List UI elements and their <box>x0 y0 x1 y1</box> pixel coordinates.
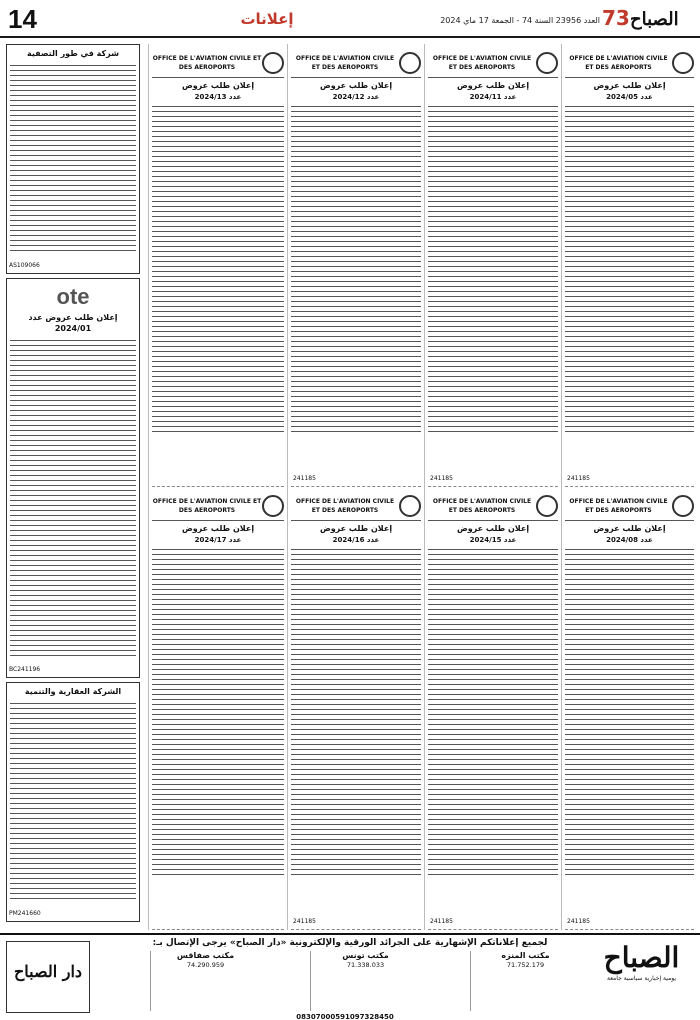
realestate-ref: PM241660 <box>9 910 41 917</box>
office-block <box>310 951 420 1011</box>
ote-tender-title: إعلان طلب عروض عدد 2024/01 <box>28 313 118 333</box>
notice-column-2 <box>424 44 561 930</box>
notice-number: عدد 2024/08 <box>606 536 653 544</box>
notice-masthead: OFFICE DE L'AVIATION CIVILE ET DES AEROPORTS <box>291 491 421 521</box>
oaca-seal-icon <box>262 52 284 74</box>
notice-masthead: OFFICE DE L'AVIATION CIVILE ET DES AEROPORTS <box>152 491 284 521</box>
advertising-footer <box>0 933 700 1020</box>
liquidation-notice <box>6 44 140 274</box>
office-name: مكتب صفاقس <box>176 951 235 960</box>
notice-body <box>428 547 558 877</box>
notice-card <box>152 44 284 487</box>
page-number: 14 <box>8 4 37 34</box>
notice-number: عدد 2024/16 <box>332 536 380 544</box>
notice-ref: 241185 <box>567 475 590 482</box>
ote-ref: BC241196 <box>9 666 41 673</box>
newspaper-logo <box>600 3 692 31</box>
notice-number: عدد 2024/12 <box>332 93 380 101</box>
notice-card <box>152 487 284 930</box>
footer-logo <box>589 941 694 1003</box>
notice-masthead: OFFICE DE L'AVIATION CIVILE ET DES AEROPORTS <box>565 48 694 78</box>
notice-title: إعلان طلب عروض <box>319 524 393 533</box>
notice-ref: 241185 <box>567 918 590 925</box>
notice-body <box>152 104 284 434</box>
notice-column-3 <box>287 44 424 930</box>
notice-column-4 <box>148 44 287 930</box>
notice-ref: 241185 <box>293 918 316 925</box>
office-name: مكتب تونس <box>342 951 389 960</box>
notice-masthead: OFFICE DE L'AVIATION CIVILE ET DES AEROPORTS <box>428 491 558 521</box>
logo-number: 73 <box>602 6 630 30</box>
oaca-seal-icon <box>399 52 421 74</box>
liquidation-ref: AS109066 <box>9 262 40 269</box>
notice-card <box>291 487 421 930</box>
notice-title: إعلان طلب عروض <box>181 81 255 90</box>
footer-bottom-line: 08307000591097328450 <box>296 1013 394 1020</box>
issue-line: العدد 23956 السنة 74 - الجمعة 17 ماي 2024 <box>440 16 600 25</box>
notice-body <box>152 547 284 877</box>
notice-number: عدد 2024/17 <box>194 536 242 544</box>
notice-title: إعلان طلب عروض <box>319 81 393 90</box>
notice-ref: 241185 <box>293 475 316 482</box>
office-phone: 71.338.033 <box>346 961 385 969</box>
notice-ref: 241185 <box>430 918 453 925</box>
ote-logo: ote <box>56 284 90 309</box>
ote-tender-notice <box>6 278 140 678</box>
notice-number: عدد 2024/11 <box>469 93 517 101</box>
notice-title: إعلان طلب عروض <box>593 524 666 533</box>
notice-card <box>565 44 694 487</box>
realestate-notice <box>6 682 140 922</box>
company-notices-column <box>6 44 143 930</box>
oaca-seal-icon <box>536 52 558 74</box>
office-name: مكتب المنزه <box>501 951 550 960</box>
oaca-seal-icon <box>672 52 694 74</box>
notice-title: إعلان طلب عروض <box>593 81 666 90</box>
notice-masthead: OFFICE DE L'AVIATION CIVILE ET DES AEROPORTS <box>291 48 421 78</box>
notice-masthead: OFFICE DE L'AVIATION CIVILE ET DES AEROPORTS <box>152 48 284 78</box>
oaca-seal-icon <box>536 495 558 517</box>
notice-title: إعلان طلب عروض <box>181 524 255 533</box>
notice-column-1 <box>561 44 697 930</box>
oaca-seal-icon <box>399 495 421 517</box>
office-phone: 74.290.959 <box>186 961 225 969</box>
footer-logo-text: الصباح <box>603 941 680 974</box>
office-block <box>470 951 580 1011</box>
dar-assabah-logo <box>6 941 90 1013</box>
notice-number: عدد 2024/13 <box>194 93 242 101</box>
dar-assabah-text: دار الصباح <box>13 962 83 981</box>
section-title: إعلانات <box>240 10 294 28</box>
notice-card <box>428 487 558 930</box>
notice-masthead: OFFICE DE L'AVIATION CIVILE ET DES AEROPORTS <box>565 491 694 521</box>
liquidation-title: شركة في طور التصفية <box>27 49 119 58</box>
page-header <box>0 0 700 38</box>
notice-card <box>428 44 558 487</box>
office-phone: 71.752.179 <box>506 961 545 969</box>
notice-body <box>428 104 558 434</box>
oaca-seal-icon <box>262 495 284 517</box>
realestate-title: الشركة العقارية والتنمية <box>24 687 122 696</box>
notice-card <box>565 487 694 930</box>
notice-body <box>291 547 421 877</box>
footer-title: لجميع إعلاناتكم الإشهارية على الجرائد الورقية والإلكترونية «دار الصباح» يرجى الإتصال بـ: <box>152 938 548 948</box>
notice-title: إعلان طلب عروض <box>456 81 530 90</box>
notice-body <box>565 547 694 877</box>
notice-masthead: OFFICE DE L'AVIATION CIVILE ET DES AEROPORTS <box>428 48 558 78</box>
oaca-seal-icon <box>672 495 694 517</box>
notice-number: عدد 2024/15 <box>469 536 517 544</box>
notice-card <box>291 44 421 487</box>
notice-body <box>291 104 421 434</box>
footer-logo-sub: يومية إخبارية سياسية جامعة <box>606 975 677 982</box>
logo-text: الصباح <box>630 9 679 30</box>
notice-number: عدد 2024/05 <box>606 93 653 101</box>
notice-ref: 241185 <box>430 475 453 482</box>
office-block <box>150 951 260 1011</box>
notice-title: إعلان طلب عروض <box>456 524 530 533</box>
notice-body <box>565 104 694 434</box>
